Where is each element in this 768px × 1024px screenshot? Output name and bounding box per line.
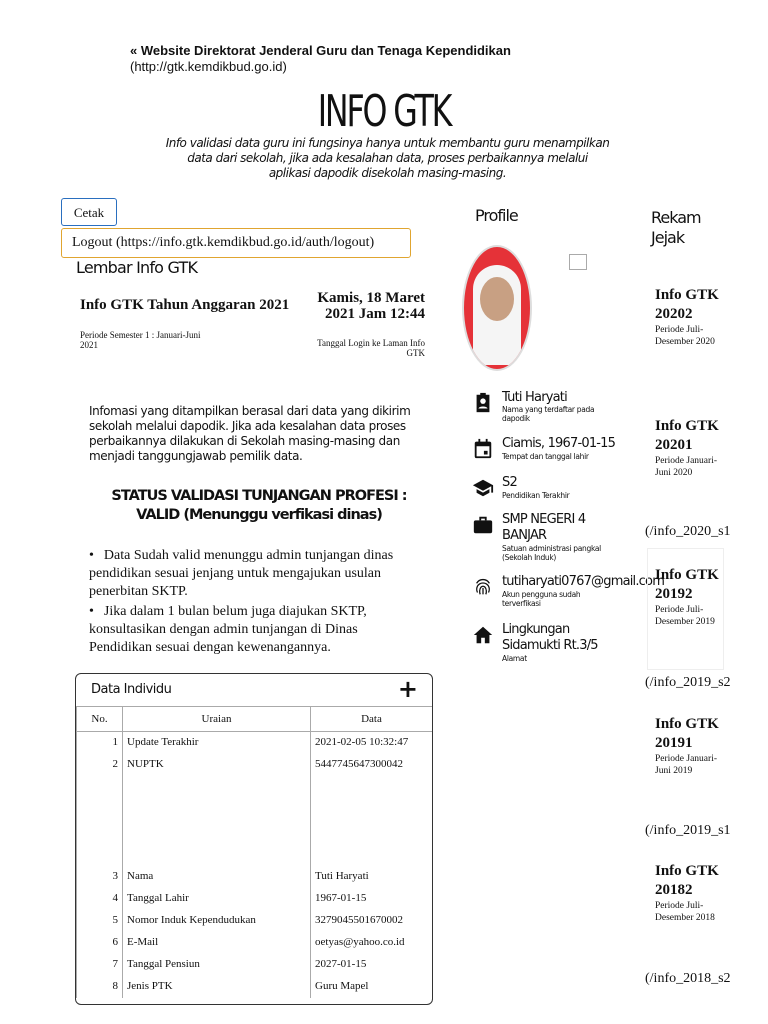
row-no: 4 (77, 888, 123, 910)
rekam-jejak-name[interactable]: Info GTK 20182 (655, 863, 719, 898)
rekam-jejak-periode: Periode Juli-Desember 2020 (655, 325, 715, 347)
back-link[interactable] (130, 43, 511, 75)
rekam-jejak-item[interactable] (655, 566, 721, 628)
rekam-jejak-periode: Periode Januari-Juni 2019 (655, 754, 717, 776)
profile-value: Ciamis, 1967-01-15 (502, 436, 616, 451)
rekam-jejak-name[interactable]: Info GTK 20191 (655, 716, 719, 751)
row-no: 3 (77, 866, 123, 888)
profile-value: tutiharyati0767@gmail.com (502, 574, 665, 589)
profile-label: Satuan administrasi pangkal (Sekolah Induk) (502, 544, 601, 562)
row-uraian: Tanggal Pensiun (123, 954, 311, 976)
rekam-jejak-link[interactable]: (/info_2020_s1 (645, 524, 731, 539)
row-no: 8 (77, 976, 123, 998)
profile-value: Lingkungan Sidamukti Rt.3/5 (502, 622, 598, 653)
profile-heading: Profile (475, 206, 518, 225)
row-data: 2021-02-05 10:32:47 (311, 732, 433, 754)
row-no: 2 (77, 754, 123, 866)
fingerprint-icon (472, 576, 494, 598)
column-header: No. (77, 707, 123, 732)
row-data: 1967-01-15 (311, 888, 433, 910)
row-uraian: Tanggal Lahir (123, 888, 311, 910)
column-header: Data (311, 707, 433, 732)
login-date: Kamis, 18 Maret 2021 Jam 12:44 (317, 290, 425, 322)
row-uraian: Nomor Induk Kependudukan (123, 910, 311, 932)
rekam-jejak-heading: Rekam Jejak (651, 208, 701, 247)
rekam-jejak-name[interactable]: Info GTK 20192 (655, 567, 719, 602)
plus-icon[interactable]: + (397, 675, 418, 703)
page-title: INFO GTK (317, 86, 451, 137)
rekam-jejak-periode: Periode Juli-Desember 2019 (655, 605, 715, 627)
rekam-jejak-item[interactable] (655, 715, 721, 777)
info-year-title: Info GTK Tahun Anggaran 2021 (80, 297, 290, 313)
bullet-item: • Data Sudah valid menunggu admin tunjangan dinas pendidikan sesuai jenjang untuk mengajukan usulan penerbitan SKTP. (89, 547, 419, 601)
rekam-jejak-item[interactable] (655, 862, 721, 924)
bullet-item: • Jika dalam 1 bulan belum juga diajukan SKTP, konsultasikan dengan admin tunjangan di Dinas Pendidikan sesuai dengan kewenangannya. (89, 603, 419, 657)
table-row (77, 954, 433, 976)
column-header: Uraian (123, 707, 311, 732)
section-title: Lembar Info GTK (76, 258, 198, 277)
profile-label: Alamat (502, 654, 527, 663)
row-data: 2027-01-15 (311, 954, 433, 976)
validation-status: STATUS VALIDASI TUNJANGAN PROFESI : VALID (Menunggu verfikasi dinas) (111, 488, 407, 523)
rekam-jejak-periode: Periode Januari-Juni 2020 (655, 456, 717, 478)
card-header[interactable] (76, 674, 432, 706)
row-no: 1 (77, 732, 123, 754)
profile-label: Tempat dan tanggal lahir (502, 452, 589, 461)
table-row (77, 910, 433, 932)
rekam-jejak-periode: Periode Juli-Desember 2018 (655, 901, 715, 923)
rekam-jejak-item[interactable] (655, 417, 721, 479)
profile-label: Pendidikan Terakhir (502, 491, 570, 500)
avatar (462, 245, 532, 371)
profile-value: S2 (502, 475, 517, 490)
profile-label: Nama yang terdaftar pada dapodik (502, 405, 595, 423)
calendar-icon (472, 438, 494, 460)
badge-icon (472, 392, 494, 414)
broken-image-icon (569, 254, 587, 270)
data-individu-card (75, 673, 433, 1005)
row-data: 3279045501670002 (311, 910, 433, 932)
table-row (77, 976, 433, 998)
data-table (76, 706, 433, 998)
rekam-jejak-item[interactable] (655, 286, 721, 348)
table-row (77, 888, 433, 910)
logout-button[interactable]: Logout (https://info.gtk.kemdikbud.go.id/auth/logout) (61, 228, 411, 258)
row-uraian: Nama (123, 866, 311, 888)
rekam-jejak-link[interactable]: (/info_2019_s1 (645, 823, 731, 838)
table-row (77, 866, 433, 888)
row-data: oetyas@yahoo.co.id (311, 932, 433, 954)
periode-text: Periode Semester 1 : Januari-Juni 2021 (80, 330, 201, 350)
profile-value: Tuti Haryati (502, 390, 567, 405)
notice-text: Infomasi yang ditampilkan berasal dari data yang dikirim sekolah melalui dapodik. Jika ada kesalahan data proses perbaikannya dilakukan di Sekolah masing-masing dan menjadi tanggungjawab pemilik data. (89, 404, 411, 463)
row-no: 5 (77, 910, 123, 932)
row-uraian: Update Terakhir (123, 732, 311, 754)
row-data: Guru Mapel (311, 976, 433, 998)
print-button[interactable]: Cetak (61, 198, 117, 226)
table-row (77, 932, 433, 954)
login-date-label: Tanggal Login ke Laman Info GTK (317, 338, 425, 358)
rekam-jejak-name[interactable]: Info GTK 20201 (655, 418, 719, 453)
card-title: Data Individu (91, 682, 172, 697)
row-no: 7 (77, 954, 123, 976)
back-link-url: (http://gtk.kemdikbud.go.id) (130, 59, 287, 74)
row-data: 5447745647300042 (311, 754, 433, 866)
home-icon (472, 624, 494, 646)
rekam-jejak-link[interactable]: (/info_2018_s2 (645, 971, 731, 986)
back-link-title[interactable]: « Website Direktorat Jenderal Guru dan Tenaga Kependidikan (130, 43, 511, 58)
row-uraian: NUPTK (123, 754, 311, 866)
rekam-jejak-link[interactable]: (/info_2019_s2 (645, 675, 731, 690)
row-uraian: Jenis PTK (123, 976, 311, 998)
rekam-jejak-name[interactable]: Info GTK 20202 (655, 287, 719, 322)
table-row (77, 754, 433, 866)
profile-value: SMP NEGERI 4 BANJAR (502, 512, 586, 543)
intro-text: Info validasi data guru ini fungsinya hanya untuk membantu guru menampilkan data dari sekolah, jika ada kesalahan data, proses perbaikannya melalui aplikasi dapodik disekolah masing-masing. (165, 136, 610, 180)
row-uraian: E-Mail (123, 932, 311, 954)
graduation-cap-icon (472, 477, 494, 499)
row-no: 6 (77, 932, 123, 954)
status-bullets (89, 547, 419, 659)
profile-label: Akun pengguna sudah terverfikasi (502, 590, 581, 608)
row-data: Tuti Haryati (311, 866, 433, 888)
table-row (77, 732, 433, 754)
briefcase-icon (472, 514, 494, 536)
